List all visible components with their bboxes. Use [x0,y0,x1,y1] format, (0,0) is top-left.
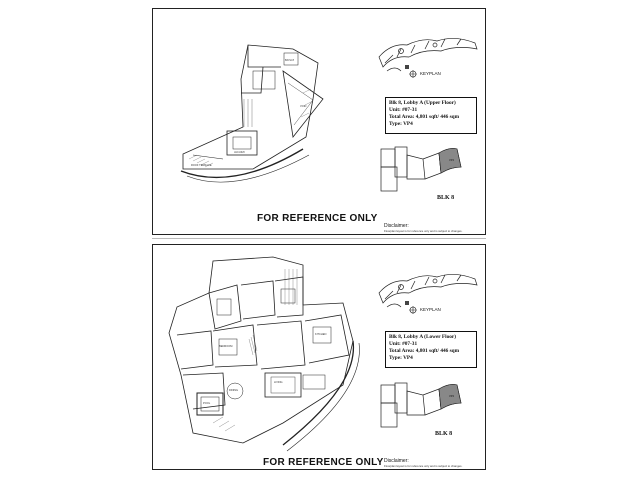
block-label: BLK 8 [437,195,455,201]
unit-type: Type: VP4 [389,121,413,128]
disclaimer-text: Floorplan layout is for reference only and is subject to changes. [384,464,463,468]
room-label-dining: DINING [229,389,239,392]
block-label: BLK 8 [435,431,453,437]
floorplan-sheet-lower [152,244,486,470]
svg-text:VP4: VP4 [449,395,454,398]
room-label-pool: POOL [203,402,211,405]
unit-info-box [385,97,477,134]
disclaimer-title: Disclaimer: [384,223,409,229]
room-label-jacuzzi: JACUZZI [234,151,245,154]
keyplan-label: KEYPLAN [420,71,441,76]
sheet-divider [152,238,486,239]
svg-text:VP4: VP4 [449,159,454,162]
keyplan-site-map [371,263,483,323]
floorplan-sheet-upper [152,8,486,235]
room-label-bath: BATH 8 [285,59,294,62]
keyplan-site-map [371,27,483,87]
for-reference-only-label: FOR REFERENCE ONLY [263,457,384,468]
unit-total-area: Total Area: 4,801 sqft/ 446 sqm [389,348,460,355]
unit-info-title: Blk 8, Lobby A (Upper Floor) [389,100,456,106]
block-location-diagram [379,381,479,437]
unit-type: Type: VP4 [389,355,413,362]
room-label-kitchen: KITCHEN [315,333,327,336]
room-label-living: LIVING [274,381,283,384]
block-location-diagram [379,145,479,201]
unit-info-box [385,331,477,368]
unit-total-area: Total Area: 4,801 sqft/ 446 sqm [389,114,460,121]
unit-number: Unit: #07-31 [389,107,418,114]
for-reference-only-label: FOR REFERENCE ONLY [257,213,378,224]
keyplan-label: KEYPLAN [420,307,441,312]
room-label-roof-terrace: ROOF TERRACE [191,164,212,167]
disclaimer-text: Floorplan layout is for reference only and is subject to changes. [384,229,463,233]
room-label-bedroom: BEDROOM [219,345,233,348]
room-label-void: VOID [300,105,307,108]
unit-info-title: Blk 8, Lobby A (Lower Floor) [389,334,457,340]
unit-number: Unit: #07-31 [389,341,418,348]
disclaimer-title: Disclaimer: [384,458,409,464]
